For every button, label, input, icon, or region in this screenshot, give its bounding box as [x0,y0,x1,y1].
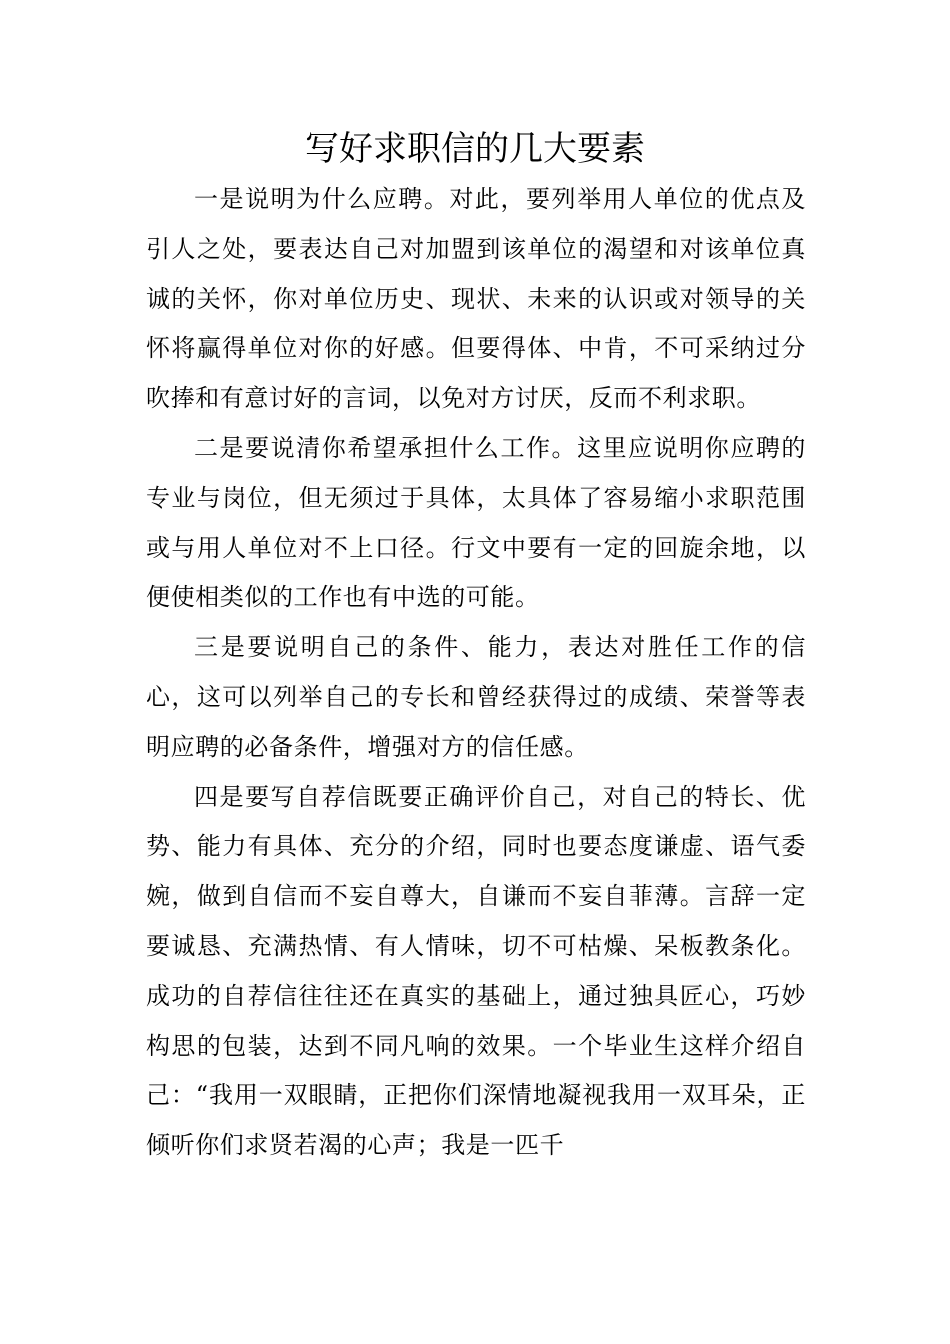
paragraph-2: 二是要说清你希望承担什么工作。这里应说明你应聘的专业与岗位，但无须过于具体，太具体了容易缩小求职范围或与用人单位对不上口径。行文中要有一定的回旋余地，以便使相类似的工作也有中选的可能。 [146,433,806,612]
paragraph-1: 一是说明为什么应聘。对此，要列举用人单位的优点及引人之处，要表达自己对加盟到该单位的渴望和对该单位真诚的关怀，你对单位历史、现状、未来的认识或对领导的关怀将赢得单位对你的好感。但要得体、中肯，不可采纳过分吹捧和有意讨好的言词，以免对方讨厌，反而不利求职。 [146,185,806,413]
document-body [146,175,806,1171]
page-title: 写好求职信的几大要素 [305,129,645,169]
paragraph-4: 四是要写自荐信既要正确评价自己，对自己的特长、优势、能力有具体、充分的介绍，同时也要态度谦虚、语气委婉，做到自信而不妄自尊大，自谦而不妄自菲薄。言辞一定要诚恳、充满热情、有人情味，切不可枯燥、呆板教条化。成功的自荐信往往还在真实的基础上，通过独具匠心，巧妙构思的包装，达到不同凡响的效果。一个毕业生这样介绍自己：“我用一双眼睛，正把你们深情地凝视我用一双耳朵，正倾听你们求贤若渴的心声；我是一匹千 [146,782,806,1160]
paragraph-3: 三是要说明自己的条件、能力，表达对胜任工作的信心，这可以列举自己的专长和曾经获得过的成绩、荣誉等表明应聘的必备条件，增强对方的信任感。 [146,633,806,761]
